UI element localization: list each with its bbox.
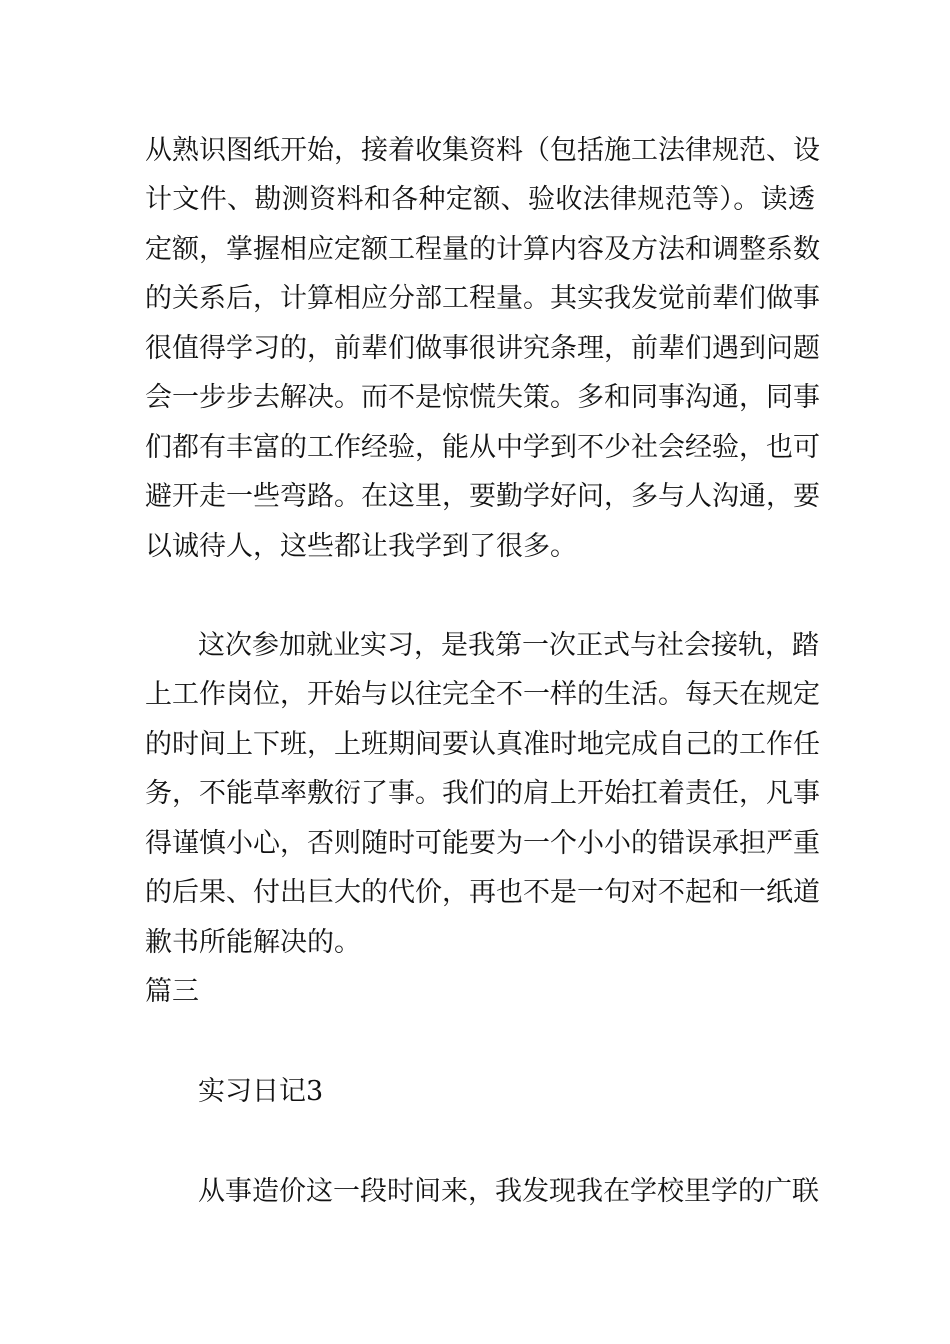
diary-title: 实习日记3 <box>198 1076 324 1107</box>
text-line: 的后果、付出巨大的代价，再也不是一句对不起和一纸道 <box>145 877 820 908</box>
text-line: 务，不能草率敷衍了事。我们的肩上开始扛着责任，凡事 <box>145 778 820 809</box>
text-line: 以诚待人，这些都让我学到了很多。 <box>145 531 577 562</box>
text-line: 会一步步去解决。而不是惊慌失策。多和同事沟通，同事 <box>145 382 820 413</box>
text-line: 很值得学习的，前辈们做事很讲究条理，前辈们遇到问题 <box>145 333 820 364</box>
text-line: 避开走一些弯路。在这里，要勤学好问，多与人沟通，要 <box>145 481 820 512</box>
text-line: 的时间上下班，上班期间要认真准时地完成自己的工作任 <box>145 729 820 760</box>
text-line: 计文件、勘测资料和各种定额、验收法律规范等）。读透 <box>145 184 815 215</box>
text-line: 这次参加就业实习，是我第一次正式与社会接轨，踏 <box>198 630 819 661</box>
text-line: 们都有丰富的工作经验，能从中学到不少社会经验，也可 <box>145 432 820 463</box>
text-line: 歉书所能解决的。 <box>145 927 361 958</box>
text-line: 得谨慎小心，否则随时可能要为一个小小的错误承担严重 <box>145 828 820 859</box>
text-line: 的关系后，计算相应分部工程量。其实我发觉前辈们做事 <box>145 283 820 314</box>
text-line: 定额，掌握相应定额工程量的计算内容及方法和调整系数 <box>145 234 820 265</box>
text-line: 从事造价这一段时间来，我发现我在学校里学的广联 <box>198 1176 819 1207</box>
section-label: 篇三 <box>145 976 199 1007</box>
text-line: 上工作岗位，开始与以往完全不一样的生活。每天在规定 <box>145 679 820 710</box>
text-line: 从熟识图纸开始，接着收集资料（包括施工法律规范、设 <box>145 135 820 166</box>
